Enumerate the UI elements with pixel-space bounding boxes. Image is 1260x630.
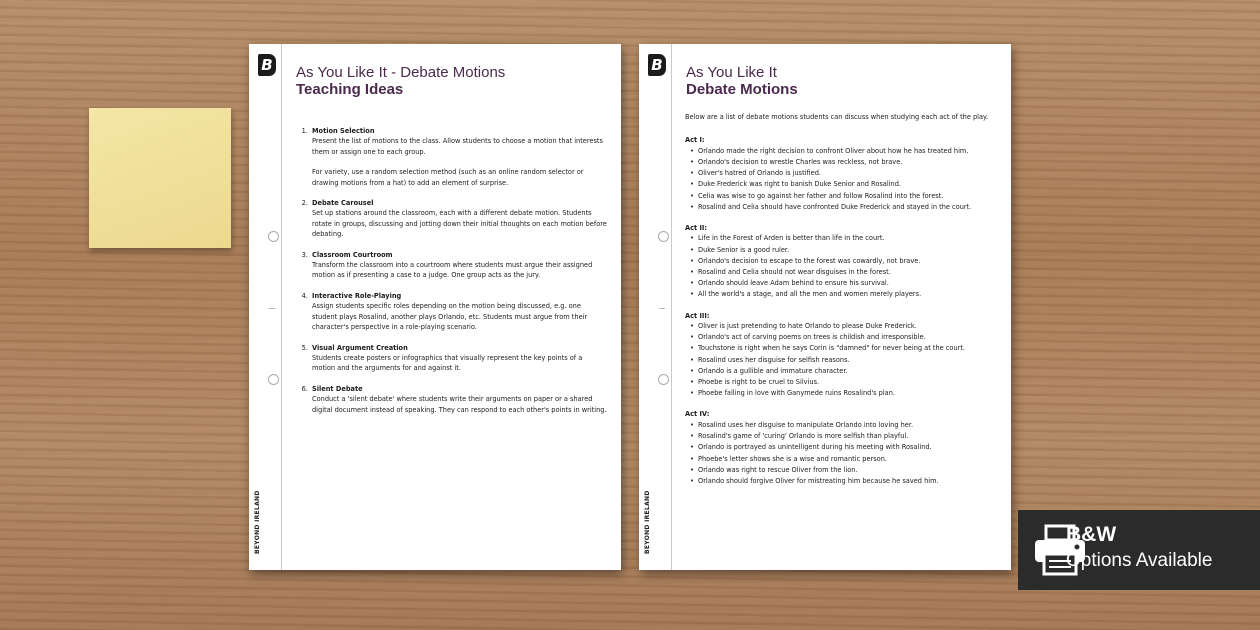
list-item [310,384,607,415]
motion-item: • Phoebe's letter shows she is a wise and romantic person. [693,454,997,465]
item-heading: 1. Motion Selection [312,127,375,135]
item-body: Students create posters or infographics that visually represent the key points of a motion and the arguments for and against it. [312,353,583,373]
sheet-title: As You Like It [686,64,777,81]
motion-item: • Orlando should forgive Oliver for mistreating him because he saved him. [693,476,997,487]
teaching-ideas-content [300,126,607,425]
motion-item: • Rosalind's game of 'curing' Orlando is more selfish than playful. [693,431,997,442]
intro-text: Below are a list of debate motions students can discuss when studying each act of the play. [685,113,989,121]
teaching-ideas-sheet [249,44,621,570]
motion-item: • Phoebe falling in love with Ganymede ruins Rosalind's plan. [693,388,997,399]
list-item [310,291,607,333]
motion-item: • Phoebe is right to be cruel to Silvius. [693,377,997,388]
punch-hole [658,374,669,385]
motion-item: • Rosalind uses her disguise to manipulate Orlando into loving her. [693,420,997,431]
item-body: Conduct a 'silent debate' where students write their arguments on paper or a shared digital document instead of speaking. They can respond to each other's points in writing. [312,395,607,414]
item-heading: 4. Interactive Role-Playing [312,291,402,300]
motion-item: • Orlando is a gullible and immature character. [693,366,997,377]
badge-title: B&W [1066,523,1117,546]
item-extra: For variety, use a random selection method (such as an online random selector or drawing motions from a hat) to add an element of surprise. [312,168,584,187]
margin-line [671,44,672,570]
fold-mark [659,308,665,309]
item-heading: 3. Classroom Courtroom [312,250,393,259]
item-body: Set up stations around the classroom, each with a different debate motion. Students rotate in groups, discussing and jotting down their initial thoughts on each motion before debating. [312,209,607,239]
punch-hole [268,231,279,242]
motion-item: • Rosalind uses her disguise for selfish reasons. [693,355,997,366]
motion-item: • Oliver is just pretending to hate Orlando to please Duke Frederick. [693,321,997,332]
list-item [310,343,607,374]
sheet-subtitle: Debate Motions [686,81,798,98]
item-heading: 5. Visual Argument Creation [312,343,408,352]
motion-item: • All the world's a stage, and all the men and women merely players. [693,289,997,300]
brand-name: BEYOND IRELAND [644,490,651,554]
motion-item: • Orlando is portrayed as unintelligent during his meeting with Rosalind. [693,442,997,453]
motion-item: • Orlando's act of carving poems on trees is childish and irresponsible. [693,332,997,343]
act-heading: Act I: [685,136,705,145]
badge-subtitle: Options Available [1066,550,1213,571]
act-section [685,223,997,301]
act-heading: Act II: [685,224,708,233]
motion-item: • Duke Senior is a good ruler. [693,245,997,256]
punch-hole [268,374,279,385]
list-item [310,126,607,188]
debate-motions-content [685,112,997,497]
sheet-subtitle: Teaching Ideas [296,81,404,98]
fold-mark [269,308,275,309]
item-body: Transform the classroom into a courtroom where students must argue their assigned motion as if presenting a case to a judge. One group acts as the jury. [312,261,593,280]
motion-item: • Orlando's decision to wrestle Charles was reckless, not brave. [693,157,997,168]
teaching-ideas-list [300,126,607,415]
motion-item: • Rosalind and Celia should not wear disguises in the forest. [693,267,997,278]
debate-motions-sheet [639,44,1011,570]
item-heading: 6. Silent Debate [312,384,363,393]
motion-item: • Orlando should leave Adam behind to ensure his survival. [693,278,997,289]
motion-item: • Rosalind and Celia should have confronted Duke Frederick and stayed in the court. [693,202,997,213]
list-item [310,250,607,281]
act-section [685,311,997,400]
motion-item: • Life in the Forest of Arden is better than life in the court. [693,233,997,244]
act-heading: Act IV: [685,410,710,419]
motion-item: • Duke Frederick was right to banish Duke Senior and Rosalind. [693,179,997,190]
brand-name: BEYOND IRELAND [254,490,261,554]
list-item [310,198,607,240]
sheet-title: As You Like It - Debate Motions [296,64,506,81]
item-body: Assign students specific roles depending on the motion being discussed, e.g. one student plays Rosalind, another plays Orlando, etc. Students must argue from their character's perspective in a role-playing scenario. [312,302,588,332]
sticky-note [89,108,231,248]
motion-item: • Touchstone is right when he says Corin is "damned" for never being at the court. [693,343,997,354]
motion-item: • Celia was wise to go against her father and follow Rosalind into the forest. [693,191,997,202]
act-section [685,409,997,487]
punch-hole [658,231,669,242]
margin-line [281,44,282,570]
motion-item: • Oliver's hatred of Orlando is justified. [693,168,997,179]
brand-logo: B [258,54,276,76]
item-body: Present the list of motions to the class. Allow students to choose a motion that interests them or assign one to each group. [312,137,603,156]
brand-logo: B [648,54,666,76]
motion-item: • Orlando made the right decision to confront Oliver about how he has treated him. [693,146,997,157]
motion-item: • Orlando's decision to escape to the forest was cowardly, not brave. [693,256,997,267]
bw-options-badge [1018,510,1260,590]
motion-item: • Orlando was right to rescue Oliver from the lion. [693,465,997,476]
act-section [685,135,997,213]
act-heading: Act III: [685,311,710,320]
item-heading: 2. Debate Carousel [312,199,374,208]
